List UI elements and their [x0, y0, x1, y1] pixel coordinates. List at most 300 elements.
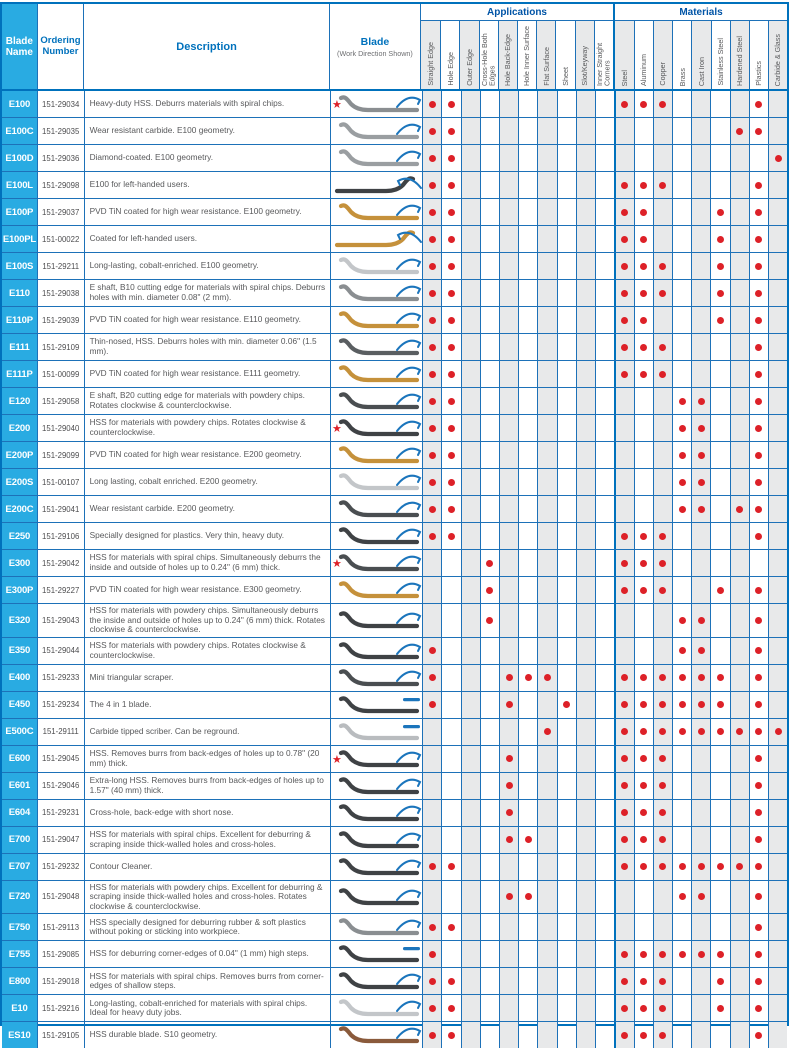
material-dot [659, 1032, 666, 1039]
blade-name-header: Blade Name [2, 4, 37, 89]
material-cell [730, 172, 749, 198]
material-dot [698, 951, 705, 958]
application-cell [461, 550, 480, 576]
material-cell [614, 496, 633, 522]
material-cell [672, 280, 691, 306]
application-cell [422, 199, 441, 225]
material-cell [691, 800, 710, 826]
application-cell [422, 800, 441, 826]
material-dot [755, 479, 762, 486]
blade-cell [330, 280, 422, 306]
material-column-header [749, 21, 768, 89]
recommended-star-icon: ★ [331, 99, 342, 111]
material-cell [730, 800, 749, 826]
application-cell [595, 226, 614, 252]
material-cell [653, 415, 672, 441]
material-cell [634, 415, 653, 441]
application-cell [518, 91, 537, 117]
material-cell [672, 334, 691, 360]
application-cell [441, 91, 460, 117]
application-cell [518, 172, 537, 198]
rotation-arrow-icon [397, 644, 420, 653]
material-cell [768, 118, 787, 144]
application-cell [518, 995, 537, 1021]
table-row [2, 854, 787, 881]
application-cell [576, 118, 595, 144]
application-cell [576, 523, 595, 549]
material-cell [768, 307, 787, 333]
material-cell [730, 604, 749, 637]
material-cell [672, 995, 691, 1021]
application-cell [499, 692, 518, 718]
material-dot [717, 1005, 724, 1012]
material-cell [614, 773, 633, 799]
material-cell [730, 334, 749, 360]
material-cell [691, 226, 710, 252]
table-row [2, 773, 787, 800]
application-cell [480, 388, 499, 414]
application-dot [448, 425, 455, 432]
material-cell [672, 145, 691, 171]
application-cell [576, 145, 595, 171]
application-cell [499, 523, 518, 549]
material-cell [691, 253, 710, 279]
application-cell [518, 638, 537, 664]
application-cell [595, 827, 614, 853]
application-cell [557, 1022, 576, 1048]
material-dot [755, 782, 762, 789]
material-dot [640, 182, 647, 189]
application-cell [557, 692, 576, 718]
material-dot [698, 506, 705, 513]
table-row [2, 145, 787, 172]
ordering-number-cell: 151-29034 [37, 91, 84, 117]
blade-cell [330, 442, 422, 468]
ordering-number-cell: 151-29106 [37, 523, 84, 549]
application-cell [518, 854, 537, 880]
material-dot [659, 560, 666, 567]
material-cell [691, 496, 710, 522]
ordering-number-cell: 151-29099 [37, 442, 84, 468]
material-cell [768, 226, 787, 252]
material-cell [634, 523, 653, 549]
material-cell [634, 361, 653, 387]
material-dot [621, 1005, 628, 1012]
table-row [2, 1022, 787, 1048]
application-cell [422, 145, 441, 171]
application-cell [576, 91, 595, 117]
material-dot [717, 317, 724, 324]
application-dot [429, 951, 436, 958]
material-cell [749, 665, 768, 691]
application-cell [441, 334, 460, 360]
application-cell [499, 746, 518, 772]
rotation-arrow-icon [397, 422, 420, 431]
application-dot [448, 1005, 455, 1012]
application-cell [557, 827, 576, 853]
material-cell [672, 550, 691, 576]
application-column-header [517, 21, 536, 89]
description-cell: HSS for materials with spiral chips. Removes burrs from corner-edges of shallow steps. [84, 968, 331, 994]
blade-name-cell: E400 [2, 665, 37, 691]
application-dot [429, 344, 436, 351]
rotation-arrow-icon [397, 152, 420, 161]
description-cell: Wear resistant carbide. E200 geometry. [84, 496, 331, 522]
application-cell [557, 881, 576, 914]
blade-image [331, 470, 423, 494]
material-cell [614, 746, 633, 772]
material-cell [672, 773, 691, 799]
application-dot [429, 647, 436, 654]
application-cell [537, 361, 556, 387]
rotation-arrow-icon [397, 779, 420, 788]
material-cell [634, 334, 653, 360]
table-row [2, 334, 787, 361]
rotation-arrow-icon [397, 833, 420, 842]
material-cell [749, 280, 768, 306]
application-cell [557, 118, 576, 144]
description-cell: Cross-hole, back-edge with short nose. [84, 800, 331, 826]
material-dot [640, 701, 647, 708]
blade-name-cell: E100S [2, 253, 37, 279]
material-cell [730, 361, 749, 387]
application-cell [557, 577, 576, 603]
material-cell [614, 118, 633, 144]
blade-cell [330, 523, 422, 549]
application-cell [499, 415, 518, 441]
blade-cell [330, 995, 422, 1021]
material-dot [775, 155, 782, 162]
material-cell [749, 638, 768, 664]
application-cell [518, 334, 537, 360]
applications-group-header [420, 4, 613, 89]
material-dot [679, 951, 686, 958]
application-cell [576, 496, 595, 522]
rotation-arrow-icon [397, 476, 420, 485]
material-cell [634, 746, 653, 772]
blade-image [331, 227, 423, 251]
application-cell [480, 334, 499, 360]
application-cell [441, 995, 460, 1021]
blade-cell [330, 199, 422, 225]
blade-image [331, 720, 423, 744]
material-dot [755, 452, 762, 459]
material-cell [653, 719, 672, 745]
blade-cell [330, 1022, 422, 1048]
blade-cell [330, 968, 422, 994]
table-row [2, 523, 787, 550]
material-cell [730, 415, 749, 441]
material-cell [768, 577, 787, 603]
application-cell [557, 719, 576, 745]
application-cell [576, 881, 595, 914]
material-cell [634, 914, 653, 940]
material-cell [768, 280, 787, 306]
material-cell [691, 361, 710, 387]
material-cell [691, 604, 710, 637]
material-cell [768, 638, 787, 664]
blade-image [331, 969, 423, 993]
application-cell [461, 692, 480, 718]
material-cell [614, 550, 633, 576]
blade-name-cell: E300P [2, 577, 37, 603]
blade-image [331, 308, 423, 332]
application-cell [557, 604, 576, 637]
application-cell [480, 604, 499, 637]
application-cell [537, 415, 556, 441]
blade-image [331, 639, 423, 663]
ordering-number-cell: 151-29216 [37, 995, 84, 1021]
material-cell [634, 1022, 653, 1048]
blade-name-cell: E200C [2, 496, 37, 522]
blade-cell [330, 881, 422, 914]
material-dot [679, 506, 686, 513]
application-cell [595, 253, 614, 279]
application-cell [499, 172, 518, 198]
application-dot [448, 101, 455, 108]
material-column-header [653, 21, 672, 89]
material-dot [640, 1032, 647, 1039]
material-cell [614, 145, 633, 171]
material-dot [640, 978, 647, 985]
application-dot [448, 1032, 455, 1039]
application-cell [595, 523, 614, 549]
application-cell [422, 496, 441, 522]
material-dot [717, 728, 724, 735]
material-cell [672, 638, 691, 664]
application-cell [441, 854, 460, 880]
application-cell [480, 172, 499, 198]
material-cell [653, 388, 672, 414]
application-cell [576, 638, 595, 664]
material-cell [691, 914, 710, 940]
material-cell [672, 118, 691, 144]
application-cell [480, 827, 499, 853]
blade-image [331, 173, 423, 197]
material-cell [749, 1022, 768, 1048]
material-cell [710, 361, 729, 387]
application-cell [518, 253, 537, 279]
application-cell [461, 577, 480, 603]
material-dot [659, 782, 666, 789]
application-cell [461, 881, 480, 914]
blade-name-cell: E300 [2, 550, 37, 576]
material-cell [730, 145, 749, 171]
material-cell [691, 280, 710, 306]
application-cell [576, 941, 595, 967]
material-cell [691, 827, 710, 853]
material-cell [768, 523, 787, 549]
material-cell [691, 415, 710, 441]
application-cell [422, 226, 441, 252]
application-cell [499, 665, 518, 691]
application-cell [576, 854, 595, 880]
material-cell [672, 307, 691, 333]
material-dot [621, 587, 628, 594]
material-cell [691, 719, 710, 745]
application-dot [506, 782, 513, 789]
material-cell [691, 854, 710, 880]
application-cell [595, 199, 614, 225]
material-dot [621, 978, 628, 985]
application-cell [537, 91, 556, 117]
application-dot [429, 425, 436, 432]
application-cell [441, 941, 460, 967]
application-cell [499, 995, 518, 1021]
application-column-header [536, 21, 555, 89]
description-cell: Diamond-coated. E100 geometry. [84, 145, 331, 171]
material-cell [634, 692, 653, 718]
application-cell [518, 914, 537, 940]
application-cell [422, 692, 441, 718]
application-cell [557, 523, 576, 549]
material-dot [717, 863, 724, 870]
material-dot [659, 182, 666, 189]
blade-name-cell: E800 [2, 968, 37, 994]
application-cell [461, 523, 480, 549]
material-dot [755, 587, 762, 594]
application-cell [576, 577, 595, 603]
material-cell [749, 361, 768, 387]
application-cell [461, 1022, 480, 1048]
application-cell [557, 638, 576, 664]
material-dot [640, 533, 647, 540]
material-dot [755, 398, 762, 405]
material-dot [755, 317, 762, 324]
material-dot [775, 728, 782, 735]
application-cell [480, 226, 499, 252]
material-dot [755, 647, 762, 654]
material-column-header [691, 21, 710, 89]
material-dot [621, 836, 628, 843]
blade-name-cell: ES10 [2, 1022, 37, 1048]
application-dot [448, 398, 455, 405]
description-cell: The 4 in 1 blade. [84, 692, 331, 718]
materials-group-header [613, 4, 787, 89]
application-column-header [575, 21, 594, 89]
application-cell [518, 496, 537, 522]
application-cell [480, 253, 499, 279]
material-cell [614, 1022, 633, 1048]
material-cell [730, 523, 749, 549]
application-cell [441, 253, 460, 279]
material-dot [640, 951, 647, 958]
material-cell [634, 496, 653, 522]
material-dot [621, 1032, 628, 1039]
material-cell [672, 523, 691, 549]
material-cell [614, 415, 633, 441]
material-cell [730, 442, 749, 468]
material-cell [614, 172, 633, 198]
material-dot [621, 951, 628, 958]
blade-name-cell: E250 [2, 523, 37, 549]
application-cell [576, 800, 595, 826]
material-cell [710, 307, 729, 333]
application-cell [461, 253, 480, 279]
recommended-star-icon: ★ [331, 423, 342, 435]
material-cell [634, 253, 653, 279]
material-cell [614, 941, 633, 967]
application-cell [557, 307, 576, 333]
material-cell [710, 665, 729, 691]
material-dot [679, 863, 686, 870]
rotation-arrow-icon [397, 341, 420, 350]
description-header: Description [83, 4, 329, 89]
material-dot [659, 371, 666, 378]
ordering-number-cell: 151-29111 [37, 719, 84, 745]
application-cell [499, 719, 518, 745]
blade-name-cell: E350 [2, 638, 37, 664]
application-cell [441, 172, 460, 198]
application-cell [518, 577, 537, 603]
material-cell [768, 914, 787, 940]
application-cell [537, 692, 556, 718]
application-dot [525, 836, 532, 843]
blade-name-cell: E707 [2, 854, 37, 880]
application-cell [557, 388, 576, 414]
material-cell [749, 523, 768, 549]
material-dot [679, 674, 686, 681]
material-cell [710, 995, 729, 1021]
material-cell [730, 692, 749, 718]
application-cell [518, 469, 537, 495]
application-cell [441, 604, 460, 637]
blade-cell [330, 941, 422, 967]
application-cell [422, 415, 441, 441]
application-cell [576, 827, 595, 853]
application-cell [595, 307, 614, 333]
material-cell [730, 773, 749, 799]
blade-image [331, 828, 423, 852]
material-cell [710, 854, 729, 880]
material-cell [730, 827, 749, 853]
application-cell [557, 145, 576, 171]
rotation-arrow-icon [397, 368, 420, 377]
application-cell [480, 577, 499, 603]
application-cell [499, 334, 518, 360]
application-cell [557, 469, 576, 495]
application-cell [595, 442, 614, 468]
material-cell [710, 442, 729, 468]
material-cell [749, 172, 768, 198]
material-cell [730, 914, 749, 940]
application-cell [480, 746, 499, 772]
application-cell [576, 334, 595, 360]
table-row [2, 692, 787, 719]
application-cell [422, 827, 441, 853]
material-dot [640, 209, 647, 216]
blade-image [331, 119, 423, 143]
application-cell [422, 280, 441, 306]
blade-header-title: Blade [360, 35, 390, 48]
application-cell [422, 550, 441, 576]
material-cell [653, 307, 672, 333]
application-cell [480, 469, 499, 495]
material-cell [634, 827, 653, 853]
ordering-number-cell: 151-29085 [37, 941, 84, 967]
material-cell [710, 638, 729, 664]
application-cell [441, 577, 460, 603]
material-cell [634, 968, 653, 994]
application-cell [499, 469, 518, 495]
material-cell [710, 914, 729, 940]
description-cell: HSS for materials with powdery chips. Rotates clockwise & counterclockwise. [84, 638, 331, 664]
rotation-arrow-icon [397, 671, 420, 680]
material-cell [691, 199, 710, 225]
blade-column-header [329, 4, 420, 89]
material-cell [653, 665, 672, 691]
application-dot [448, 924, 455, 931]
